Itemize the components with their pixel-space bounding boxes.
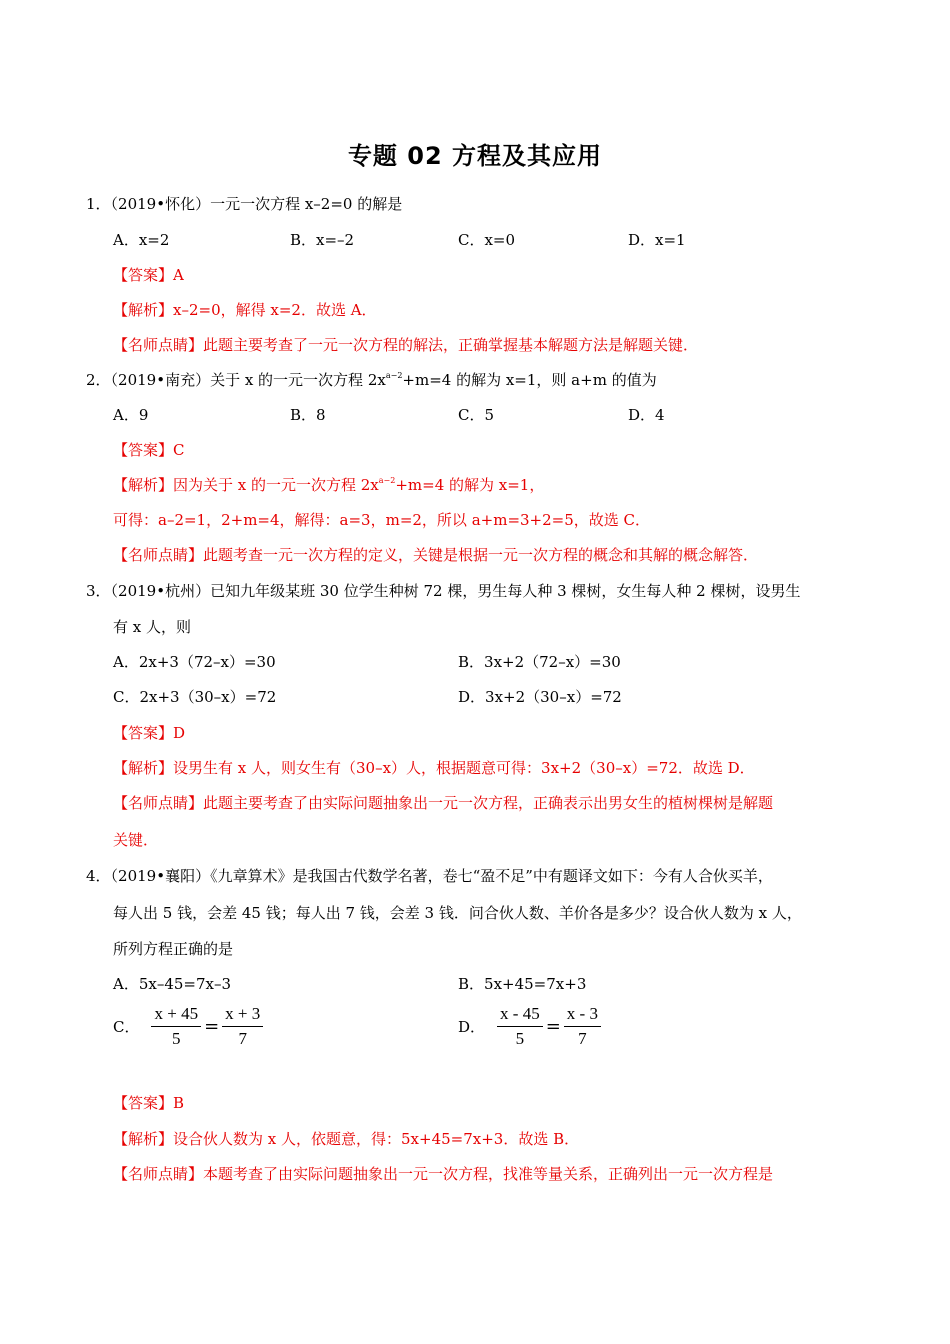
question-4-stem-line1: 4．（2019•襄阳）《九章算术》是我国古代数学名著，卷七“盈不足”中有题译文如下：今有人合伙买羊， (86, 867, 773, 885)
q4-option-c-fraction-left (151, 1004, 201, 1049)
q1-analysis: 【解析】x–2=0，解得 x=2．故选 A． (113, 301, 377, 319)
q4-option-c-label: C． (113, 1018, 140, 1036)
fraction-numerator: x - 45 (497, 1004, 543, 1027)
q1-option-c: C．x=0 (458, 231, 516, 249)
q2-analysis-line2: 可得：a–2=1，2+m=4，解得：a=3，m=2，所以 a+m=3+2=5，故选 C． (113, 511, 651, 529)
q2-comment: 【名师点睛】此题考查一元一次方程的定义，关键是根据一元一次方程的概念和其解的概念解答． (113, 546, 759, 564)
q4-option-d (458, 1004, 601, 1049)
q3-option-d: D．3x+2（30–x）=72 (458, 688, 622, 706)
q3-option-b: B．3x+2（72–x）=30 (458, 653, 621, 671)
page-title: 专题 02 方程及其应用 (347, 142, 603, 170)
q2-stem-post: +m=4 的解为 x=1，则 a+m 的值为 (402, 371, 657, 389)
fraction-denominator: 5 (515, 1029, 525, 1048)
q1-option-a: A．x=2 (113, 231, 170, 249)
q4-option-c (113, 1004, 263, 1049)
fraction-numerator: x + 3 (222, 1004, 263, 1027)
q4-option-d-fraction-right (564, 1004, 601, 1049)
question-3-stem-line1: 3．（2019•杭州）已知九年级某班 30 位学生种树 72 棵，男生每人种 3 棵树，女生每人种 2 棵树，设男生 (86, 582, 801, 600)
question-4-stem-line2: 每人出 5 钱，会差 45 钱；每人出 7 钱，会差 3 钱．问合伙人数、羊价各是多少？设合伙人数为 x 人， (113, 904, 802, 922)
q2-option-c: C．5 (458, 406, 495, 424)
q4-option-c-fraction-right (222, 1004, 263, 1049)
q2-analysis (113, 474, 544, 495)
equals-sign: = (545, 1016, 561, 1037)
question-4-stem-line3: 所列方程正确的是 (113, 940, 234, 958)
q2-stem-pre: 2．（2019•南充）关于 x 的一元一次方程 2x (86, 371, 386, 389)
q3-option-c: C．2x+3（30–x）=72 (113, 688, 277, 706)
q3-answer: 【答案】D (113, 724, 186, 742)
q2-analysis-pre: 【解析】因为关于 x 的一元一次方程 2x (113, 476, 379, 494)
q2-stem-exponent: a−2 (385, 371, 403, 380)
fraction-denominator: 7 (578, 1029, 587, 1048)
question-2-stem (86, 369, 657, 390)
q3-comment-line1: 【名师点睛】此题主要考查了由实际问题抽象出一元一次方程，正确表示出男女生的植树棵树是解题 (113, 794, 774, 812)
q3-comment-line2: 关键． (113, 831, 159, 849)
fraction-numerator: x - 3 (564, 1004, 601, 1027)
q4-option-a: A．5x–45=7x–3 (113, 975, 232, 993)
fraction-denominator: 5 (172, 1029, 181, 1048)
q1-answer: 【答案】A (113, 266, 184, 284)
q4-option-d-label: D． (458, 1018, 486, 1036)
q3-option-a: A．2x+3（72–x）=30 (113, 653, 276, 671)
q4-analysis: 【解析】设合伙人数为 x 人，依题意，得：5x+45=7x+3．故选 B． (113, 1130, 580, 1148)
q2-answer: 【答案】C (113, 441, 185, 459)
question-1-stem: 1．（2019•怀化）一元一次方程 x–2=0 的解是 (86, 195, 403, 213)
q3-analysis: 【解析】设男生有 x 人，则女生有（30–x）人，根据题意可得：3x+2（30–x）=72．故选 D． (113, 759, 755, 777)
fraction-denominator: 7 (238, 1029, 247, 1048)
q1-option-d: D．x=1 (628, 231, 686, 249)
q2-option-a: A．9 (113, 406, 149, 424)
fraction-numerator: x + 45 (151, 1004, 201, 1027)
q1-comment: 【名师点睛】此题主要考查了一元一次方程的解法，正确掌握基本解题方法是解题关键． (113, 336, 699, 354)
question-3-stem-line2: 有 x 人，则 (113, 618, 191, 636)
q2-analysis-post: +m=4 的解为 x=1， (395, 476, 545, 494)
equals-sign: = (204, 1016, 220, 1037)
q2-option-d: D．4 (628, 406, 665, 424)
q2-analysis-exponent: a−2 (378, 476, 396, 485)
q4-comment: 【名师点睛】本题考查了由实际问题抽象出一元一次方程，找准等量关系，正确列出一元一次方程是 (113, 1165, 774, 1183)
q1-option-b: B．x=–2 (290, 231, 355, 249)
q4-option-b: B．5x+45=7x+3 (458, 975, 587, 993)
q2-option-b: B．8 (290, 406, 326, 424)
q4-answer: 【答案】B (113, 1094, 185, 1112)
q4-option-d-fraction-left (497, 1004, 543, 1049)
